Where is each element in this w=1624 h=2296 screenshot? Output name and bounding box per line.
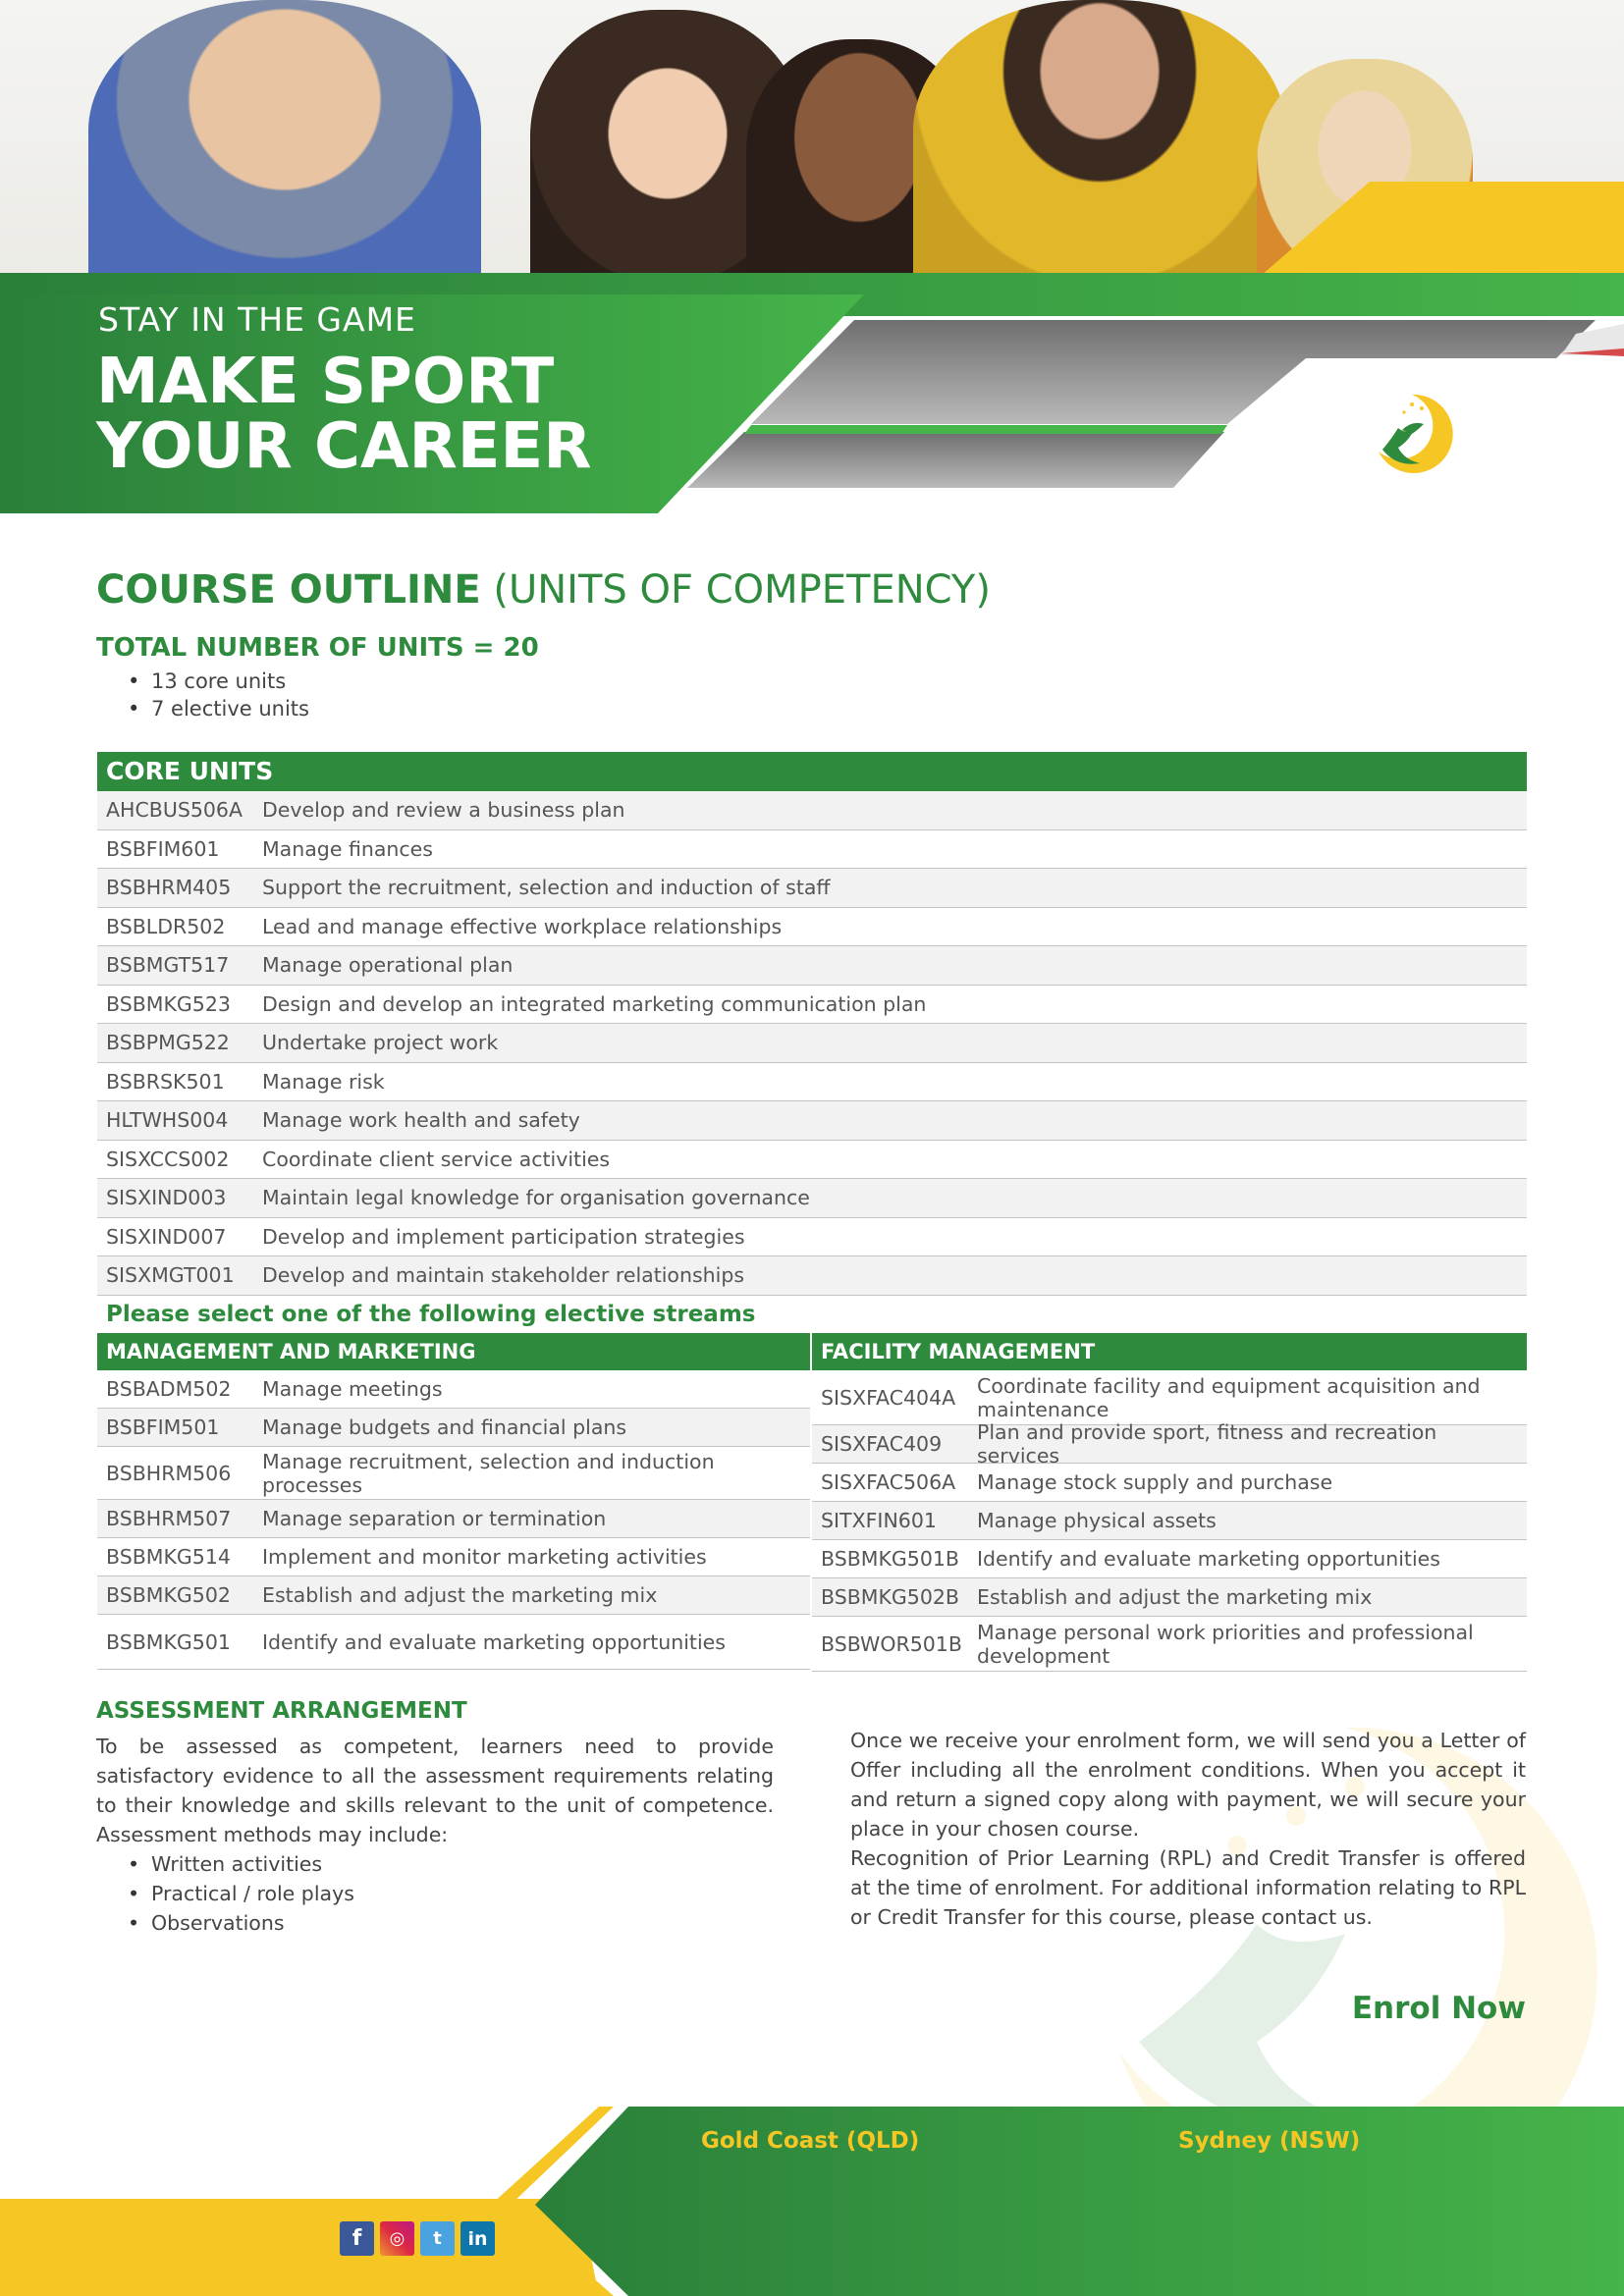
list-item: • Written activities <box>128 1849 354 1879</box>
table-row <box>97 1256 1527 1296</box>
unit-code: BSBMKG502 <box>106 1583 231 1607</box>
core-units-heading: CORE UNITS <box>97 752 1527 791</box>
instagram-icon[interactable]: ◎ <box>380 2221 414 2256</box>
unit-title: Manage budgets and financial plans <box>262 1415 627 1439</box>
table-row <box>97 1179 1527 1218</box>
table-row <box>97 1063 1527 1102</box>
unit-title: Develop and implement participation strategies <box>262 1224 745 1249</box>
social-links <box>340 2221 495 2256</box>
unit-code: BSBADM502 <box>106 1377 232 1401</box>
table-row <box>812 1502 1527 1540</box>
table-row <box>97 1218 1527 1257</box>
table-row <box>97 1370 810 1409</box>
unit-title: Develop and maintain stakeholder relationships <box>262 1263 745 1288</box>
course-outline-title <box>96 567 991 613</box>
yellow-accent <box>1262 182 1624 275</box>
unit-title: Manage physical assets <box>977 1509 1217 1532</box>
unit-title: Develop and review a business plan <box>262 798 625 823</box>
list-item: • 7 elective units <box>128 695 309 722</box>
table-row <box>97 1576 810 1615</box>
unit-title: Identify and evaluate marketing opportunities <box>977 1547 1440 1571</box>
unit-title: Manage operational plan <box>262 953 514 978</box>
unit-code: SISXFAC404A <box>821 1385 956 1410</box>
headline-line: MAKE SPORT <box>96 346 555 418</box>
unit-title: Support the recruitment, selection and induction of staff <box>262 876 831 900</box>
unit-code: BSBMKG502B <box>821 1585 959 1609</box>
unit-code: BSBHRM506 <box>106 1461 232 1485</box>
unit-code: BSBHRM405 <box>106 876 232 900</box>
unit-code: BSBLDR502 <box>106 914 226 938</box>
table-row <box>97 1101 1527 1141</box>
unit-code: BSBFIM501 <box>106 1415 220 1439</box>
facility-management-stream <box>812 1333 1527 1672</box>
list-item: • Practical / role plays <box>128 1879 354 1908</box>
unit-code: BSBMGT517 <box>106 953 230 978</box>
table-row <box>812 1370 1527 1425</box>
unit-title: Design and develop an integrated marketing communication plan <box>262 991 927 1016</box>
unit-title: Manage recruitment, selection and induction processes <box>262 1449 715 1497</box>
table-row <box>97 1500 810 1538</box>
list-item: • 13 core units <box>128 667 309 695</box>
footer-green-block <box>535 2107 1624 2296</box>
table-row <box>97 869 1527 908</box>
tagline: STAY IN THE GAME <box>98 300 416 339</box>
course-outline-title-bold: COURSE OUTLINE <box>96 567 481 613</box>
table-row <box>97 830 1527 870</box>
unit-title: Establish and adjust the marketing mix <box>977 1585 1373 1609</box>
unit-title: Coordinate client service activities <box>262 1147 611 1171</box>
table-row <box>97 1447 810 1500</box>
unit-title: Lead and manage effective workplace relationships <box>262 914 783 938</box>
unit-title: Coordinate facility and equipment acquisition and maintenance <box>977 1373 1481 1421</box>
enrolment-info: Once we receive your enrolment form, we will send you a Letter of Offer including all the enrolment conditions. When you accept it and return a signed copy along with payment, we will secure your place in your chosen course. <box>850 1729 1526 1841</box>
table-row <box>97 1024 1527 1063</box>
unit-title: Establish and adjust the marketing mix <box>262 1583 658 1607</box>
management-marketing-rows <box>97 1370 810 1670</box>
core-units-rows <box>97 791 1527 1296</box>
management-marketing-stream <box>97 1333 810 1670</box>
list-item: • Observations <box>128 1908 354 1938</box>
unit-code: HLTWHS004 <box>106 1108 229 1133</box>
unit-title: Plan and provide sport, fitness and recreation services <box>977 1420 1437 1468</box>
unit-title: Manage meetings <box>262 1377 443 1401</box>
facebook-icon[interactable]: f <box>340 2221 374 2256</box>
unit-code: BSBRSK501 <box>106 1069 225 1094</box>
twitter-icon[interactable]: t <box>420 2221 455 2256</box>
unit-code: SITXFIN601 <box>821 1509 937 1532</box>
table-row <box>97 791 1527 830</box>
table-row <box>812 1617 1527 1672</box>
table-row <box>97 1615 810 1670</box>
unit-code: BSBPMG522 <box>106 1031 230 1055</box>
table-row <box>97 986 1527 1025</box>
location-gold-coast: Gold Coast (QLD) <box>701 2128 920 2154</box>
table-row <box>812 1540 1527 1578</box>
unit-code: SISXCCS002 <box>106 1147 230 1171</box>
facility-management-rows <box>812 1370 1527 1672</box>
unit-code: BSBMKG501 <box>106 1629 231 1654</box>
table-row <box>812 1578 1527 1617</box>
table-row <box>97 908 1527 947</box>
core-units-table <box>97 752 1527 1296</box>
linkedin-icon[interactable]: in <box>460 2221 495 2256</box>
unit-code: BSBMKG501B <box>821 1547 959 1571</box>
unit-code: SISXFAC409 <box>821 1432 943 1456</box>
unit-title: Maintain legal knowledge for organisation governance <box>262 1186 810 1210</box>
management-marketing-heading: MANAGEMENT AND MARKETING <box>97 1333 810 1370</box>
table-row <box>97 1538 810 1576</box>
unit-code: BSBHRM507 <box>106 1507 232 1530</box>
table-row <box>812 1464 1527 1502</box>
facility-management-heading: FACILITY MANAGEMENT <box>812 1333 1527 1370</box>
unit-code: BSBMKG523 <box>106 991 231 1016</box>
unit-code: AHCBUS506A <box>106 798 243 823</box>
table-row <box>97 946 1527 986</box>
enrol-now-link[interactable]: Enrol Now <box>1351 1991 1526 2026</box>
unit-code: SISXFAC506A <box>821 1470 956 1494</box>
units-total: TOTAL NUMBER OF UNITS = 20 <box>96 633 539 663</box>
hero-banner <box>0 0 1624 520</box>
unit-code: BSBWOR501B <box>821 1631 962 1656</box>
units-breakdown-list <box>128 667 309 722</box>
assessment-intro: To be assessed as competent, learners need to provide satisfactory evidence to all the assessment requirements relating to their knowledge and skills relevant to the unit of competence. Assessment methods may include: <box>96 1735 774 1846</box>
assessment-methods-list <box>128 1849 354 1938</box>
elective-streams-prompt: Please select one of the following elective streams <box>106 1302 756 1327</box>
unit-title: Manage separation or termination <box>262 1507 607 1530</box>
unit-title: Implement and monitor marketing activities <box>262 1545 707 1569</box>
assessment-heading: ASSESSMENT ARRANGEMENT <box>96 1698 467 1724</box>
unit-title: Identify and evaluate marketing opportunities <box>262 1629 726 1654</box>
rpl-info: Recognition of Prior Learning (RPL) and Credit Transfer is offered at the time of enrolment. For additional information relating to RPL or Credit Transfer for this course, please contact us. <box>850 1846 1526 1929</box>
unit-title: Manage personal work priorities and professional development <box>977 1620 1474 1668</box>
unit-title: Manage risk <box>262 1069 385 1094</box>
course-outline-title-light: (UNITS OF COMPETENCY) <box>493 567 991 613</box>
table-row <box>97 1141 1527 1180</box>
unit-code: BSBMKG514 <box>106 1545 231 1569</box>
unit-code: SISXIND007 <box>106 1224 227 1249</box>
unit-code: BSBFIM601 <box>106 836 220 861</box>
unit-code: SISXIND003 <box>106 1186 227 1210</box>
unit-code: SISXMGT001 <box>106 1263 235 1288</box>
table-row <box>812 1420 1527 1468</box>
kangaroo-logo-icon <box>1369 391 1455 477</box>
headline-line: YOUR CAREER <box>96 410 592 483</box>
unit-title: Undertake project work <box>262 1031 499 1055</box>
unit-title: Manage finances <box>262 836 433 861</box>
location-sydney: Sydney (NSW) <box>1178 2128 1361 2154</box>
headline <box>96 346 646 483</box>
unit-title: Manage work health and safety <box>262 1108 580 1133</box>
table-row <box>97 1409 810 1447</box>
unit-title: Manage stock supply and purchase <box>977 1470 1333 1494</box>
